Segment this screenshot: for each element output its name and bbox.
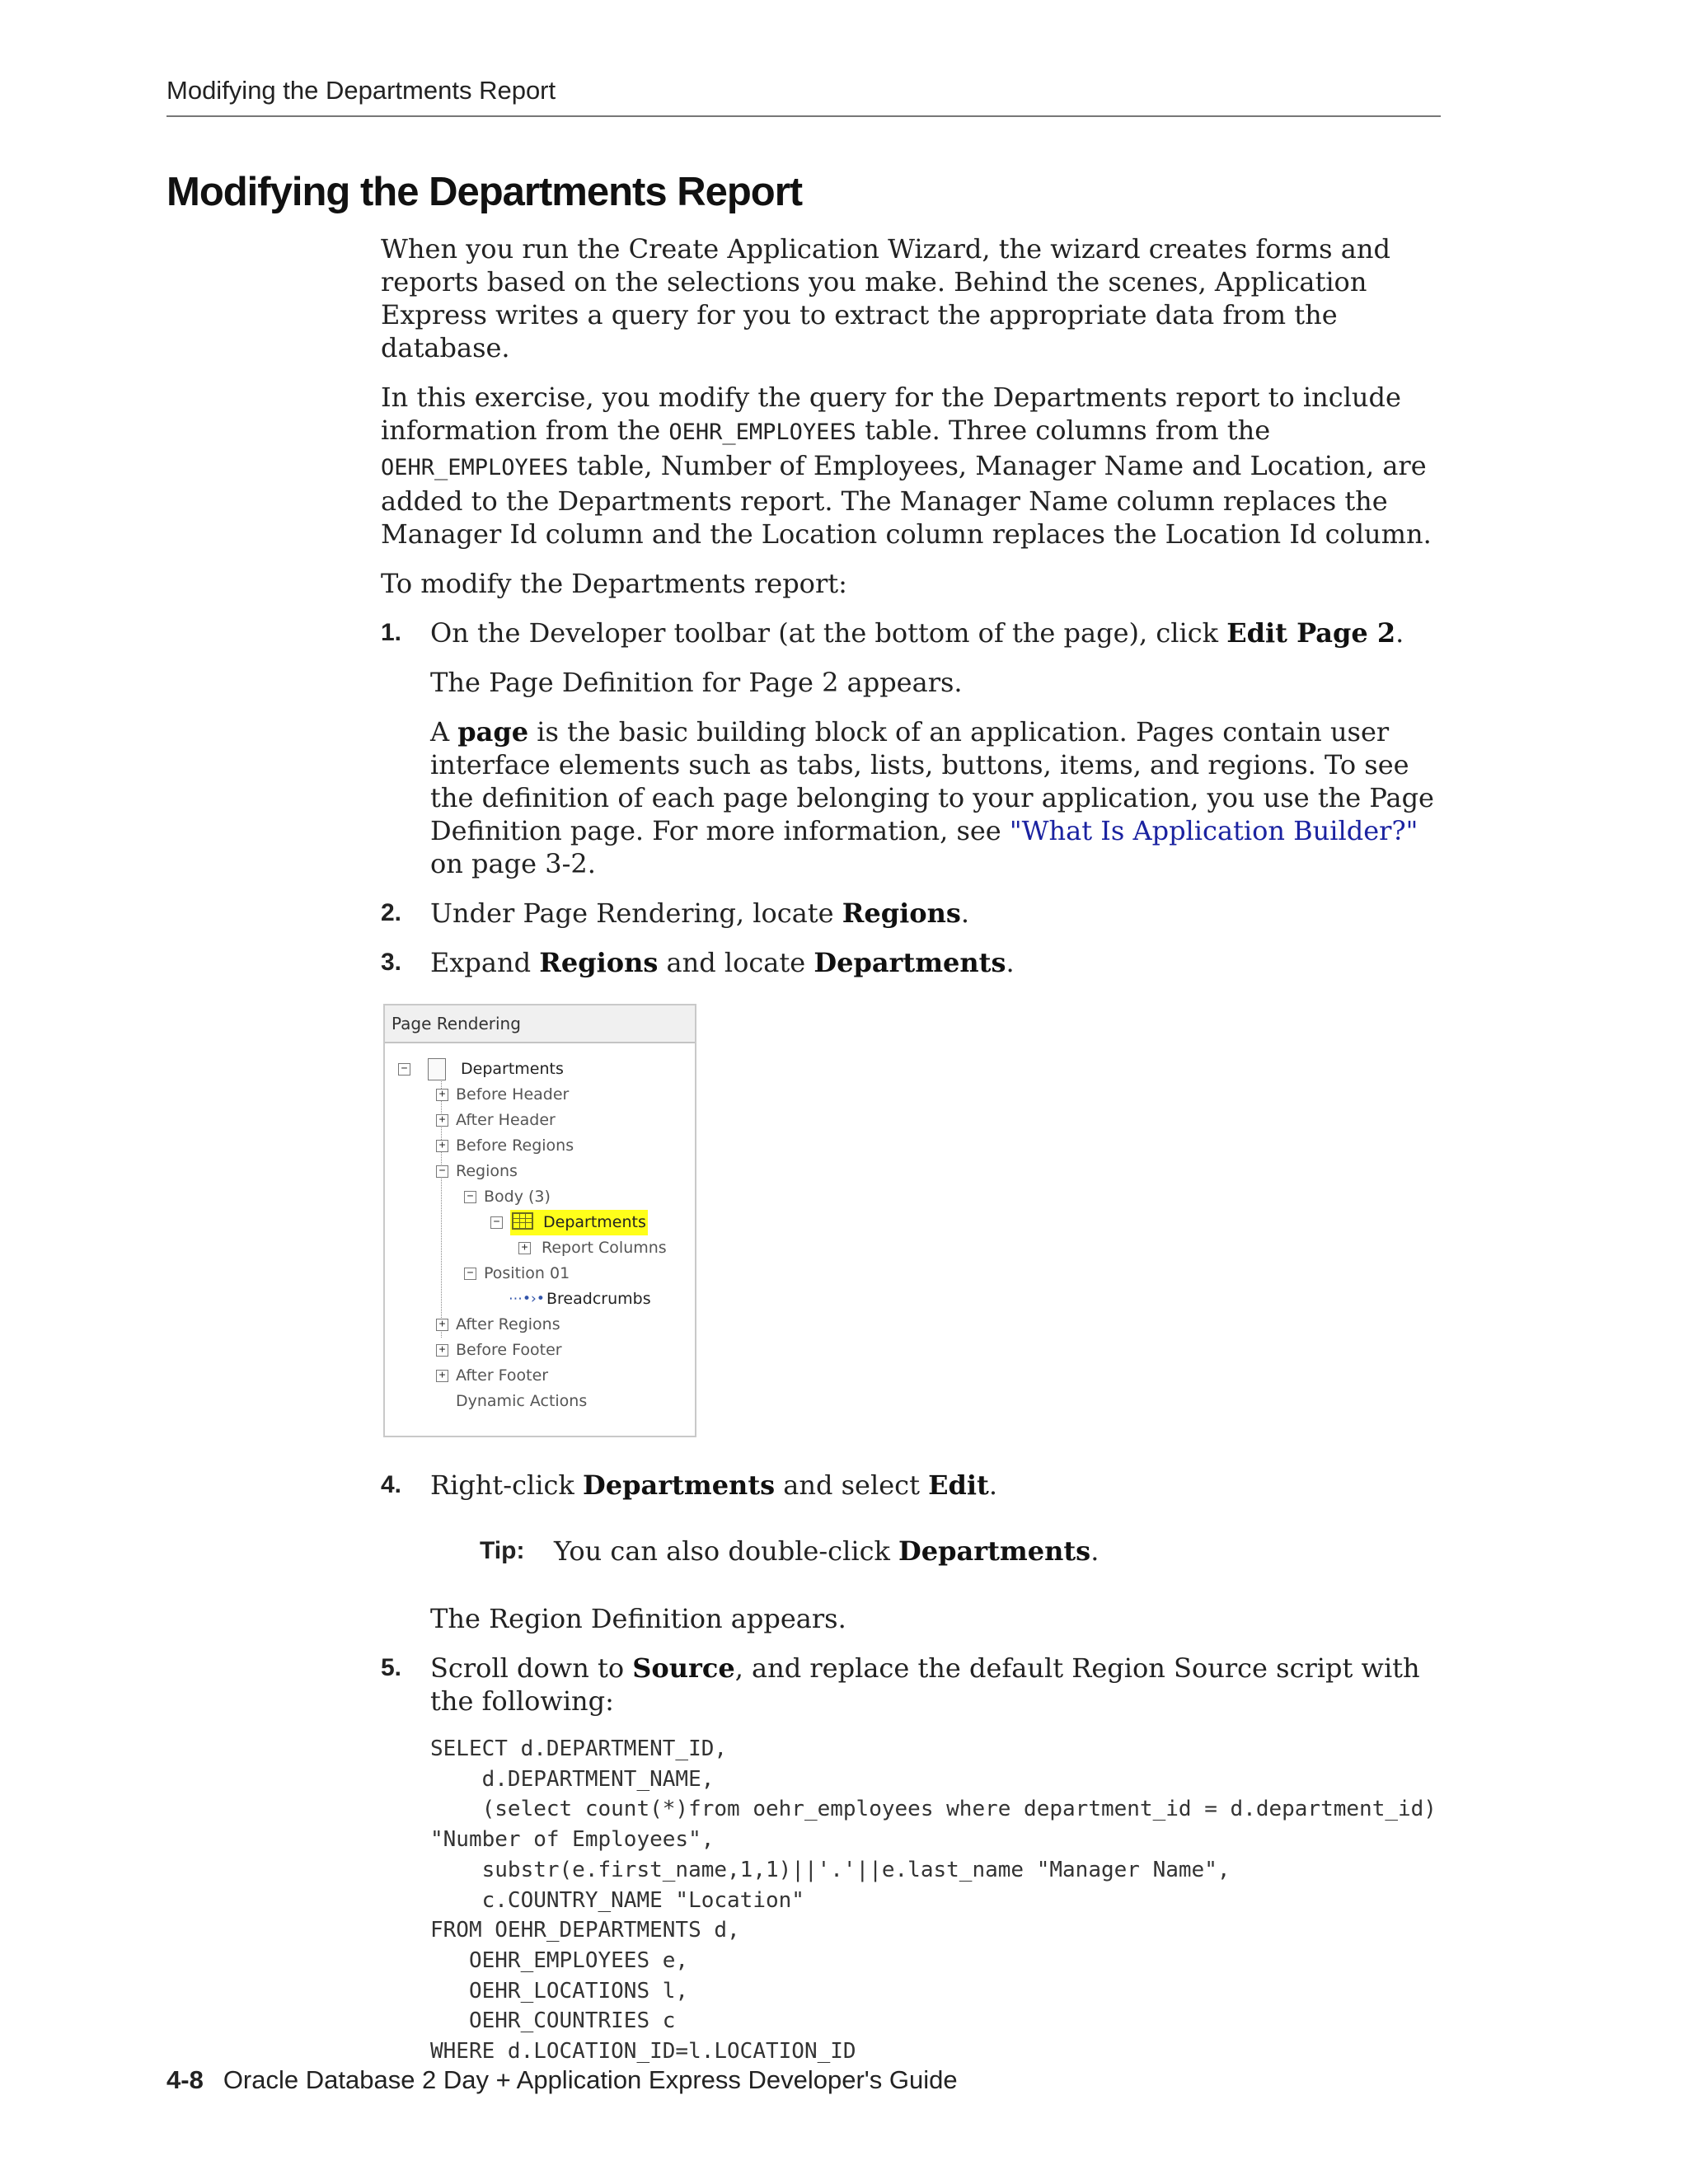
- tree-node-breadcrumbs[interactable]: ⋯•›• Breadcrumbs: [385, 1286, 695, 1312]
- expand-icon[interactable]: +: [436, 1114, 448, 1127]
- report-grid-icon: [512, 1212, 533, 1230]
- inline-code: OEHR_EMPLOYEES: [668, 419, 856, 445]
- departments-highlight[interactable]: Departments: [510, 1210, 648, 1235]
- tree-node-before-footer[interactable]: + Before Footer: [385, 1338, 695, 1363]
- book-title: Oracle Database 2 Day + Application Express Developer's Guide: [223, 2065, 958, 2094]
- page-number: 4-8: [166, 2065, 204, 2094]
- step-number: 4.: [381, 1471, 402, 1498]
- page-icon: [428, 1058, 446, 1080]
- tree-node-before-header[interactable]: + Before Header: [385, 1082, 695, 1108]
- header-rule: [166, 115, 1441, 117]
- tree-node-regions[interactable]: − Regions: [385, 1159, 695, 1184]
- expand-icon[interactable]: +: [518, 1242, 531, 1254]
- collapse-icon[interactable]: −: [464, 1268, 476, 1280]
- page-footer: [166, 2065, 958, 2095]
- step-4: 4. Right-click Departments and select Edit.: [381, 1469, 997, 1501]
- intro-paragraph-2: In this exercise, you modify the query for the Departments report to include information from the OEHR_EMPLOYEES table. Three columns from the OEHR_EMPLOYEES table, Number of Employees, Manager Name and Location, are added to the Departments report. The Manager Name column replaces the Manager Id column and the Location column replaces the Location Id column.: [381, 382, 1432, 550]
- collapse-icon[interactable]: −: [398, 1063, 410, 1076]
- expand-icon[interactable]: +: [436, 1140, 448, 1152]
- tree-node-after-header[interactable]: + After Header: [385, 1108, 695, 1133]
- step-5: 5. Scroll down to Source, and replace the default Region Source script with the following:: [381, 1652, 1420, 1717]
- step-1: 1. On the Developer toolbar (at the bottom of the page), click Edit Page 2.: [381, 617, 1404, 649]
- sql-code-block: SELECT d.DEPARTMENT_ID, d.DEPARTMENT_NAME, (select count(*)from oehr_employees where department_id = d.department_id) "Number of Employees", substr(e.first_name,1,1)||'.'||e.last_name "Manager Name", c.COUNTRY_NAME "Location" FROM OEHR_DEPARTMENTS d, OEHR_EMPLOYEES e, OEHR_LOCATIONS l, OEHR_COUNTRIES c WHERE d.LOCATION_ID=l.LOCATION_ID: [430, 1736, 1437, 2064]
- intro-paragraph-3: To modify the Departments report:: [381, 568, 847, 599]
- step-1-note: A page is the basic building block of an application. Pages contain user interface elements such as tabs, lists, buttons, items, and regions. To see the definition of each page belonging to your application, you use the Page Definition page. For more information, see "What Is Application Builder?" on page 3-2.: [430, 716, 1434, 879]
- step-number: 3.: [381, 949, 402, 976]
- tree-node-departments[interactable]: [385, 1210, 695, 1235]
- expand-icon[interactable]: +: [436, 1319, 448, 1331]
- body-content: [381, 232, 1452, 2067]
- step-4-result: The Region Definition appears.: [430, 1603, 846, 1634]
- tree-node-before-regions[interactable]: + Before Regions: [385, 1133, 695, 1159]
- cross-reference-link[interactable]: "What Is Application Builder?": [1009, 815, 1418, 846]
- expand-icon[interactable]: +: [436, 1344, 448, 1357]
- tree-node-after-regions[interactable]: + After Regions: [385, 1312, 695, 1338]
- tree-node-root[interactable]: − Departments: [385, 1057, 695, 1082]
- step-number: 2.: [381, 899, 402, 926]
- step-2: 2. Under Page Rendering, locate Regions.: [381, 898, 970, 929]
- running-head: Modifying the Departments Report: [166, 76, 556, 105]
- step-1-result: The Page Definition for Page 2 appears.: [430, 667, 963, 698]
- intro-paragraph-1: When you run the Create Application Wizard, the wizard creates forms and reports based on the selections you make. Behind the scenes, Application Express writes a query for you to extract the appropriate data from the database.: [381, 233, 1390, 363]
- expand-icon[interactable]: +: [436, 1089, 448, 1101]
- tree-node-report-columns[interactable]: + Report Columns: [385, 1235, 695, 1261]
- inline-code: OEHR_EMPLOYEES: [381, 455, 569, 480]
- breadcrumb-icon: ⋯•›•: [509, 1291, 545, 1307]
- collapse-icon[interactable]: −: [436, 1165, 448, 1178]
- section-title: Modifying the Departments Report: [166, 170, 803, 214]
- expand-icon[interactable]: +: [436, 1370, 448, 1382]
- step-3: 3. Expand Regions and locate Departments.: [381, 947, 1015, 978]
- collapse-icon[interactable]: −: [490, 1216, 503, 1229]
- step-number: 5.: [381, 1654, 402, 1681]
- panel-header: Page Rendering: [385, 1005, 695, 1043]
- tip-box: Tip: You can also double-click Departments.: [480, 1535, 1100, 1567]
- step-number: 1.: [381, 619, 402, 646]
- tip-label: Tip:: [480, 1537, 525, 1564]
- tree-node-dynamic-actions[interactable]: Dynamic Actions: [456, 1392, 588, 1410]
- tree: [385, 1057, 695, 1414]
- page-rendering-screenshot: [383, 1004, 696, 1437]
- tree-node-after-footer[interactable]: + After Footer: [385, 1363, 695, 1389]
- tree-node-body[interactable]: − Body (3): [385, 1184, 695, 1210]
- collapse-icon[interactable]: −: [464, 1191, 476, 1203]
- tree-node-position[interactable]: − Position 01: [385, 1261, 695, 1286]
